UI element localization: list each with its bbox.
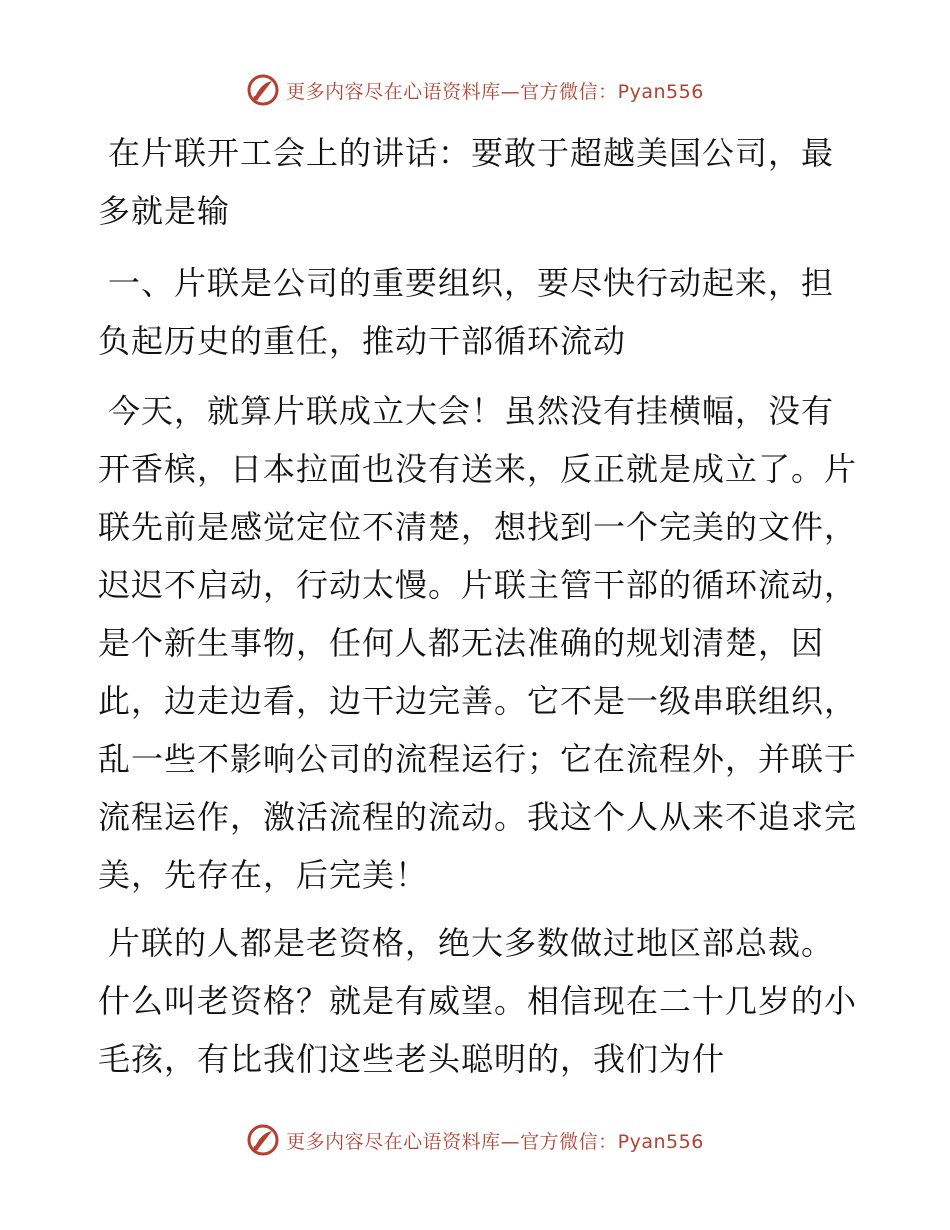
watermark-text: 更多内容尽在心语资料库—官方微信：Pyan556 [286, 80, 704, 103]
paragraph-1: 今天，就算片联成立大会！虽然没有挂横幅，没有开香槟，日本拉面也没有送来，反正就是成立了。片联先前是感觉定位不清楚，想找到一个完美的文件，迟迟不启动，行动太慢。片联主管干部的循环流动，是个新生事物，任何人都无法准确的规划清楚，因此，边走边看，边干边完善。它不是一级串联组织，乱一些不影响公司的流程运行；它在流程外，并联于流程运作，激活流程的流动。我这个人从来不追求完美，先存在，后完美！ [98, 392, 858, 894]
paragraph-2: 片联的人都是老资格，绝大多数做过地区部总裁。什么叫老资格？就是有威望。相信现在二十几岁的小毛孩，有比我们这些老头聪明的，我们为什 [98, 924, 858, 1078]
document-title: 在片联开工会上的讲话：要敢于超越美国公司，最多就是输 [98, 134, 835, 230]
section-heading: 一、片联是公司的重要组织，要尽快行动起来，担负起历史的重任，推动干部循环流动 [98, 264, 835, 360]
watermark-text: 更多内容尽在心语资料库—官方微信：Pyan556 [286, 1130, 704, 1153]
ink-brush-logo-icon [246, 1123, 280, 1157]
watermark-banner-bottom [0, 1120, 950, 1160]
document-body [98, 124, 858, 1098]
ink-brush-logo-icon [246, 73, 280, 107]
watermark-banner-top [0, 70, 950, 110]
